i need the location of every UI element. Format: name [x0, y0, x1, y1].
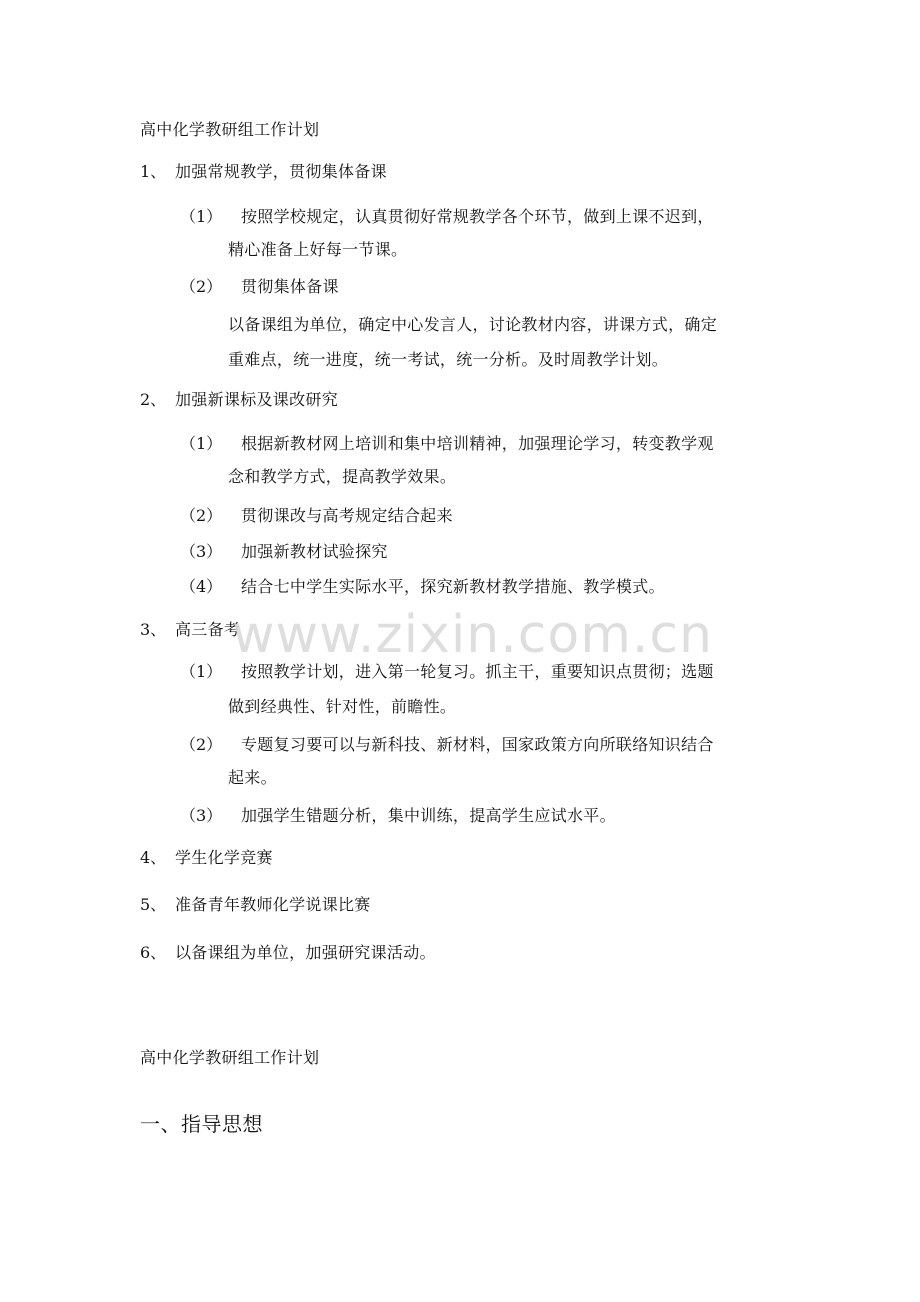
item-text-continued: 以备课组为单位，确定中心发言人，讨论教材内容，讲课方式，确定 [228, 315, 718, 334]
item-number: （2） [180, 277, 223, 296]
section-heading: 加强常规教学，贯彻集体备课 [175, 162, 387, 181]
item-text-continued: 起来。 [228, 768, 277, 787]
item-number: （1） [180, 662, 223, 681]
item-text-continued: 精心准备上好每一节课。 [228, 240, 408, 259]
section-number: 6、 [140, 943, 167, 962]
item-number: （1） [180, 207, 223, 226]
section-number: 1、 [140, 162, 167, 181]
item-number: （2） [180, 735, 223, 754]
section-heading: 学生化学竞赛 [175, 848, 273, 867]
second-document-title: 高中化学教研组工作计划 [140, 1048, 320, 1067]
item-text-continued: 重难点，统一进度，统一考试，统一分析。及时周教学计划。 [228, 350, 669, 369]
guiding-ideology-heading: 一、指导思想 [140, 1112, 263, 1136]
item-number: （2） [180, 506, 223, 525]
section-number: 2、 [140, 390, 167, 409]
section-heading: 加强新课标及课改研究 [175, 390, 339, 409]
section-heading: 以备课组为单位，加强研究课活动。 [175, 943, 436, 962]
item-text: 专题复习要可以与新科技、新材料，国家政策方向所联络知识结合 [241, 735, 714, 754]
item-text: 结合七中学生实际水平，探究新教材教学措施、教学模式。 [241, 577, 665, 596]
item-number: （1） [180, 434, 223, 453]
section-number: 3、 [140, 620, 167, 639]
section-number: 4、 [140, 848, 167, 867]
item-text: 按照学校规定，认真贯彻好常规教学各个环节，做到上课不迟到， [241, 207, 714, 226]
item-text: 根据新教材网上培训和集中培训精神，加强理论学习，转变教学观 [241, 434, 714, 453]
item-text: 按照教学计划，进入第一轮复习。抓主干，重要知识点贯彻；选题 [241, 662, 714, 681]
item-text: 贯彻课改与高考规定结合起来 [241, 506, 453, 525]
watermark: www.zixin.com.cn [232, 605, 713, 665]
item-number: （4） [180, 577, 223, 596]
item-text-continued: 做到经典性、针对性，前瞻性。 [228, 697, 457, 716]
item-text: 贯彻集体备课 [241, 277, 339, 296]
item-number: （3） [180, 806, 223, 825]
section-heading: 准备青年教师化学说课比赛 [175, 895, 371, 914]
item-text: 加强新教材试验探究 [241, 542, 388, 561]
item-text-continued: 念和教学方式，提高教学效果。 [228, 467, 457, 486]
section-heading: 高三备考 [175, 620, 241, 639]
document-title: 高中化学教研组工作计划 [140, 120, 320, 139]
section-number: 5、 [140, 895, 167, 914]
item-number: （3） [180, 542, 223, 561]
item-text: 加强学生错题分析，集中训练，提高学生应试水平。 [241, 806, 616, 825]
